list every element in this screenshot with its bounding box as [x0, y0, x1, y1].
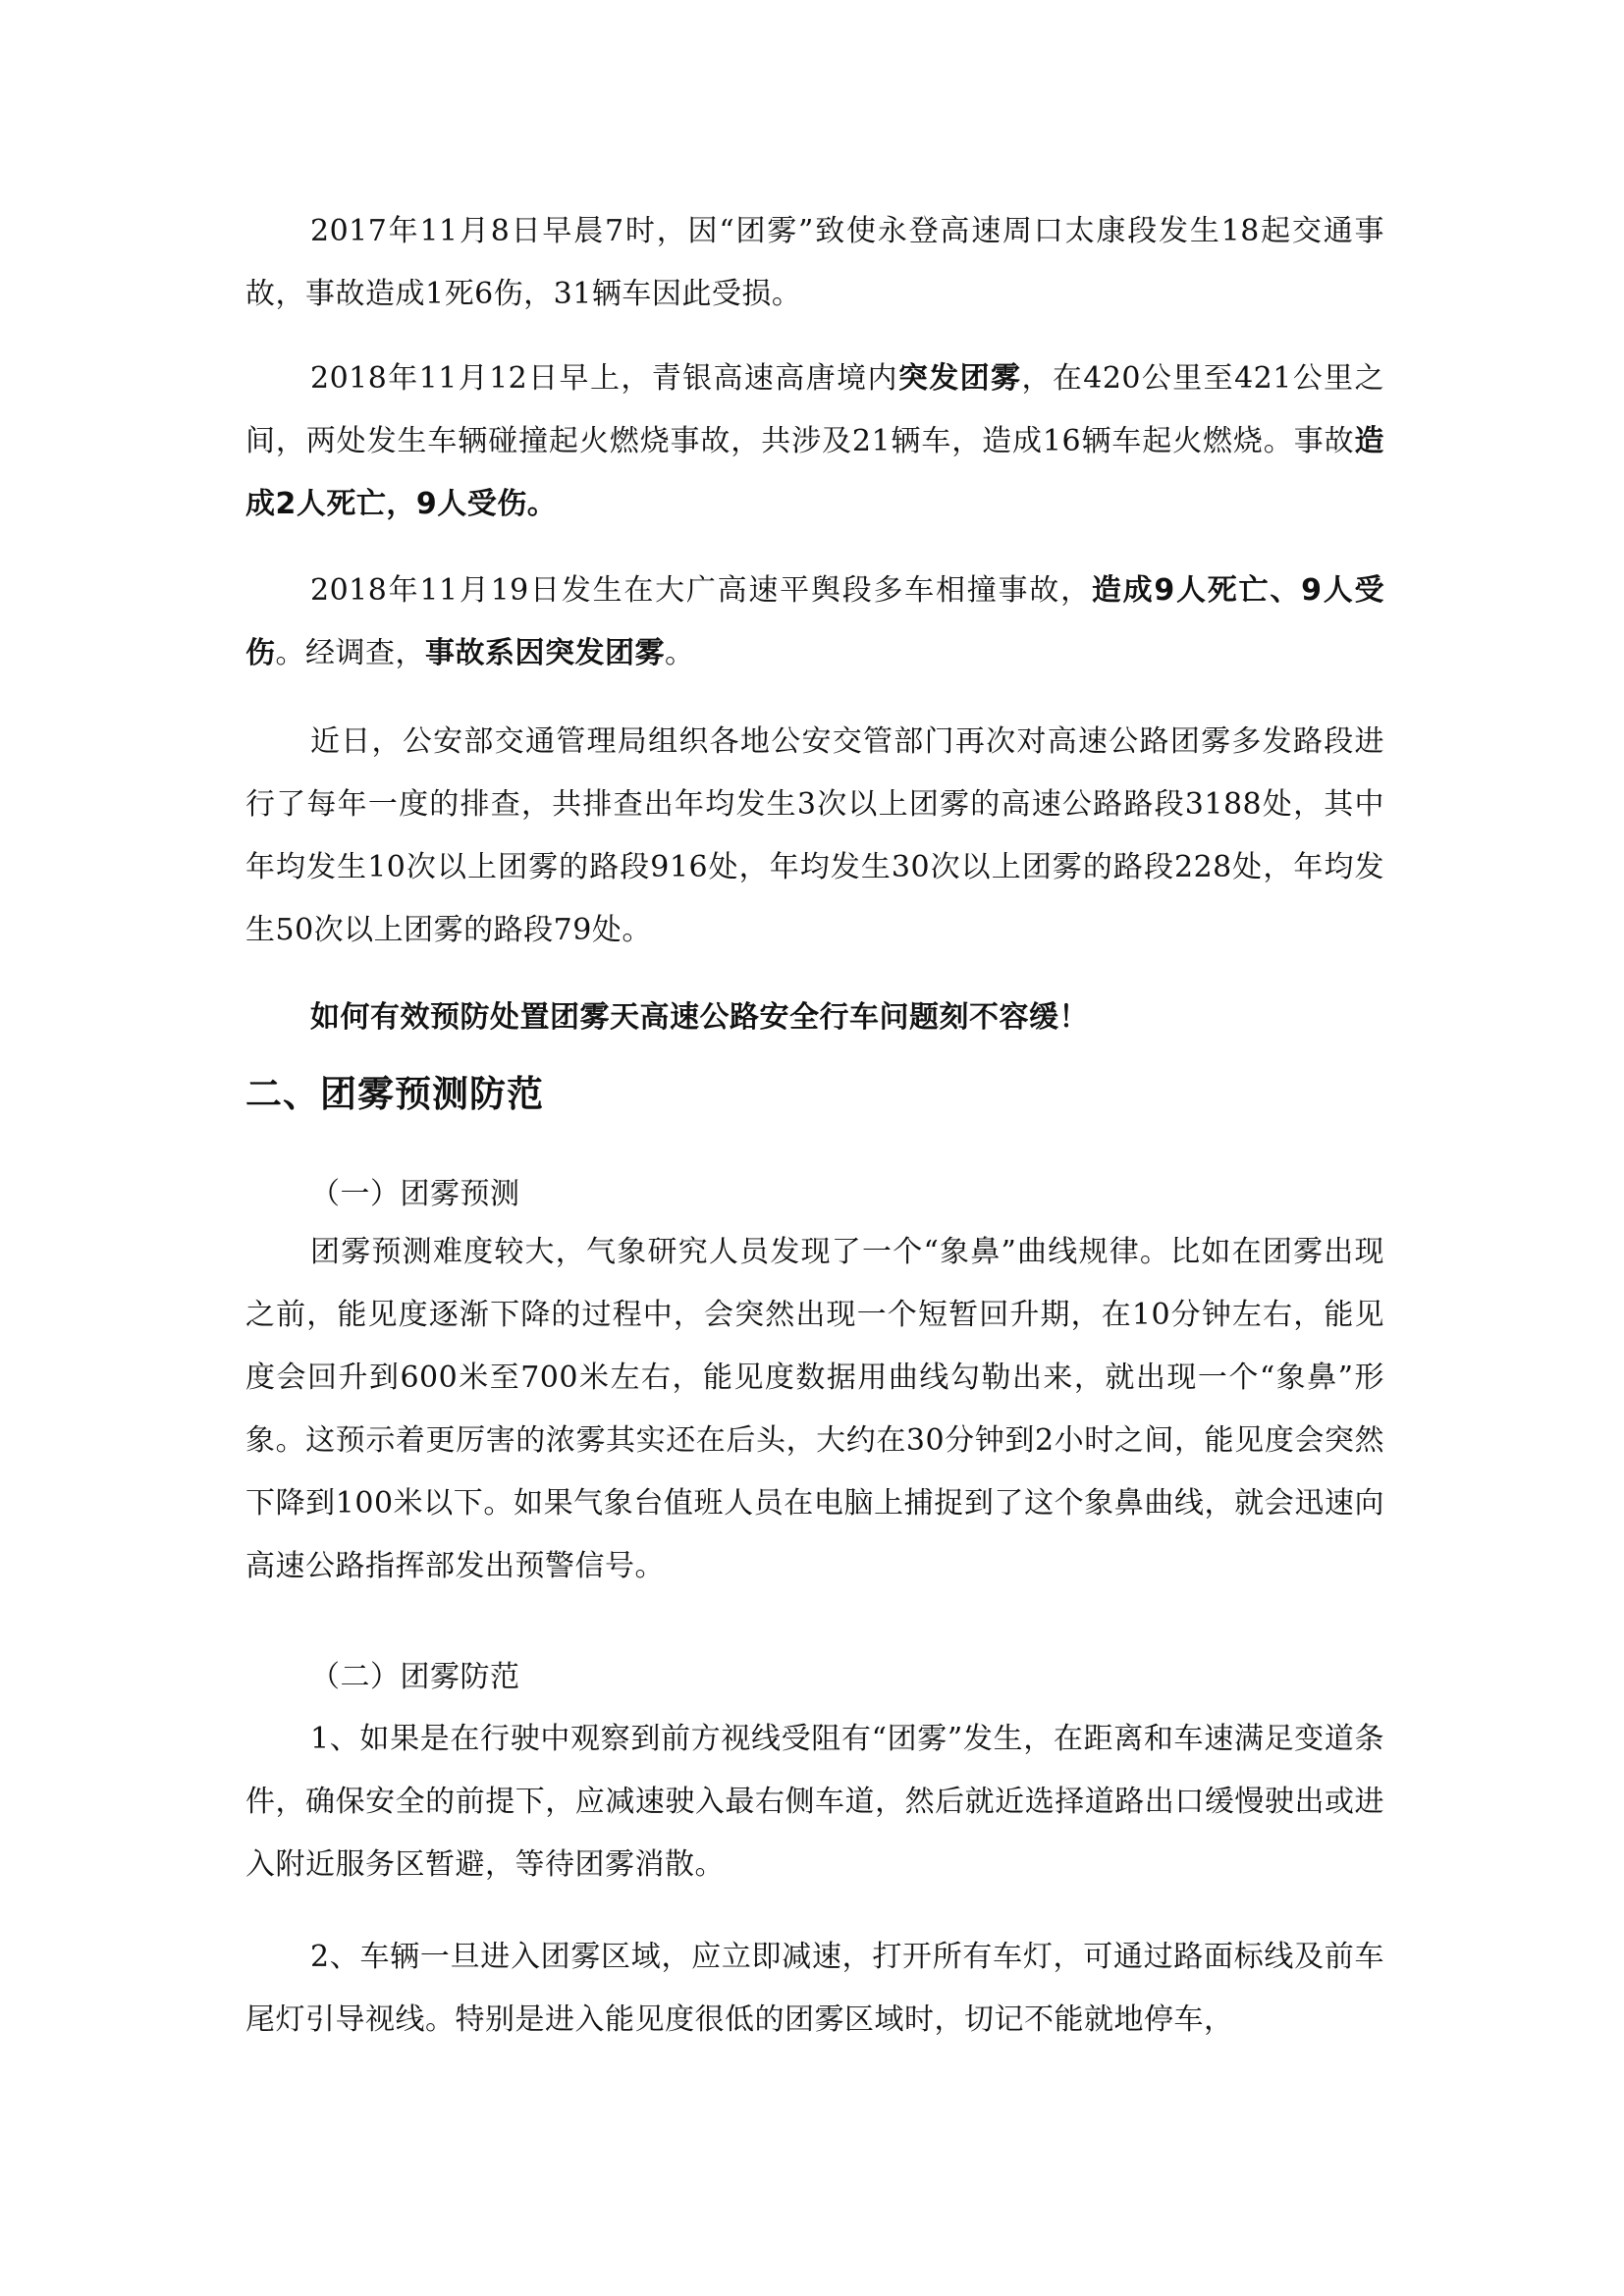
text-run: 。经调查，: [275, 636, 425, 670]
text-run: 2018年11月19日发生在大广高速平舆段多车相撞事故，: [310, 573, 1092, 608]
bold-text-run: 造成9人死亡、9人受伤: [245, 573, 1384, 670]
bold-text-run: 造成2人死亡，9人受伤。: [245, 424, 1384, 521]
subheading-prevention: （二）团雾防范: [310, 1660, 520, 1694]
text-run: 2018年11月12日早上，青银高速高唐境内: [310, 361, 898, 396]
bold-text-run: 突发团雾: [897, 361, 1022, 396]
section-heading: 二、团雾预测防范: [245, 1073, 544, 1115]
paragraph-prevention-1: 1、如果是在行驶中观察到前方视线受阻有“团雾”发生，在距离和车速满足变道条件，确保安全的前提下，应减速驶入最右侧车道，然后就近选择道路出口缓慢驶出或进入附近服务区暂避，等待团雾消散。: [245, 1722, 1384, 1882]
paragraph-survey: 近日，公安部交通管理局组织各地公安交管部门再次对高速公路团雾多发路段进行了每年一度的排查，共排查出年均发生3次以上团雾的高速公路路段3188处，其中年均发生10次以上团雾的路段916处，年均发生30次以上团雾的路段228处，年均发生50次以上团雾的路段79处。: [245, 724, 1384, 947]
paragraph-incident-qingyin: [245, 347, 1384, 536]
bold-text-run: 事故系因突发团雾: [425, 636, 665, 670]
subheading-prediction: （一）团雾预测: [310, 1177, 520, 1211]
paragraph-prediction: 团雾预测难度较大，气象研究人员发现了一个“象鼻”曲线规律。比如在团雾出现之前，能见度逐渐下降的过程中，会突然出现一个短暂回升期，在10分钟左右，能见度会回升到600米至700米左右，能见度数据用曲线勾勒出来，就出现一个“象鼻”形象。这预示着更厉害的浓雾其实还在后头，大约在30分钟到2小时之间，能见度会突然下降到100米以下。如果气象台值班人员在电脑上捕捉到了这个象鼻曲线，就会迅速向高速公路指挥部发出预警信号。: [245, 1235, 1384, 1583]
paragraph-urgent-statement: 如何有效预防处置团雾天高速公路安全行车问题刻不容缓！: [310, 1000, 1089, 1035]
text-run: 。: [665, 636, 695, 670]
paragraph-incident-daguang: [245, 560, 1384, 685]
paragraph-incident-2017: 2017年11月8日早晨7时，因“团雾”致使永登高速周口太康段发生18起交通事故，事故造成1死6伤，31辆车因此受损。: [245, 214, 1384, 311]
text-run: ，在420公里至421公里之间，两处发生车辆碰撞起火燃烧事故，共涉及21辆车，造成16辆车起火燃烧。事故: [245, 361, 1385, 458]
paragraph-prevention-2: 2、车辆一旦进入团雾区域，应立即减速，打开所有车灯，可通过路面标线及前车尾灯引导视线。特别是进入能见度很低的团雾区域时，切记不能就地停车，: [245, 1940, 1384, 2037]
